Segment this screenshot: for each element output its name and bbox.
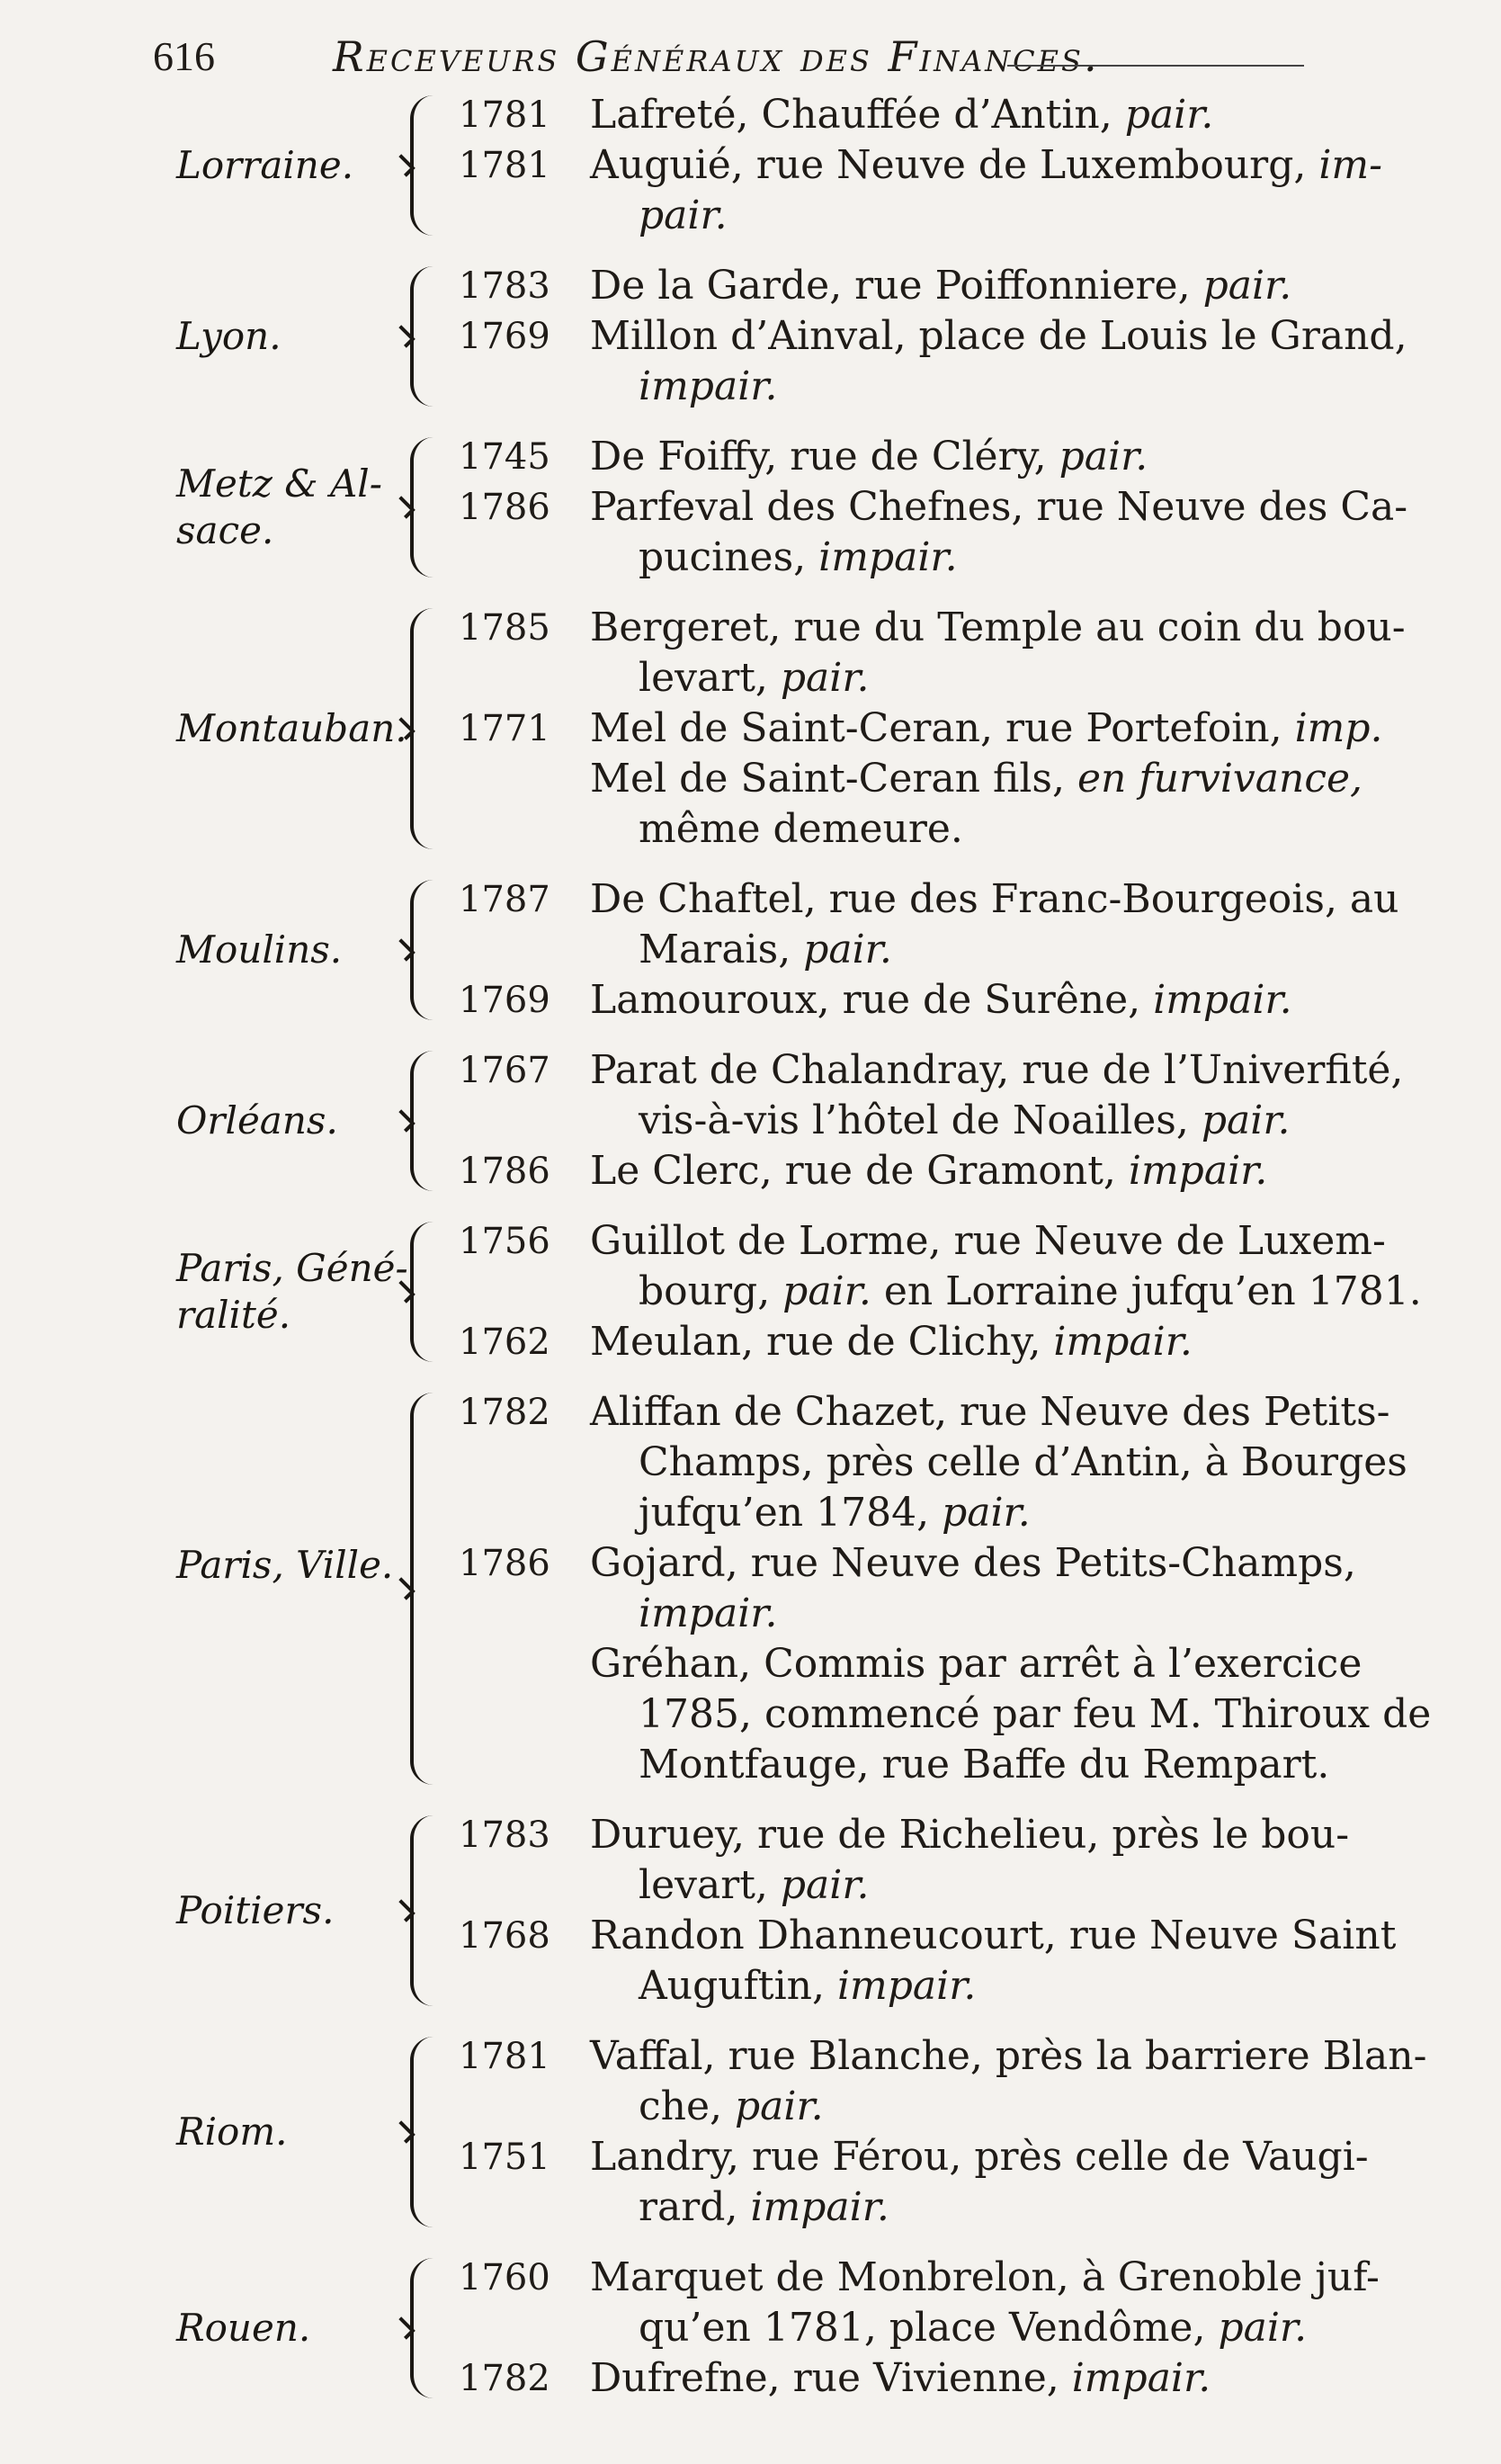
appointment-year: 1782 xyxy=(459,2358,550,2399)
receveur-line xyxy=(459,191,1466,241)
year-parity: pair. xyxy=(780,655,870,701)
receveur-lines xyxy=(459,1045,1466,1196)
generalite-entry xyxy=(0,432,1501,583)
receveur-text: Lafreté, Chauffée d’Antin, pair. xyxy=(590,92,1214,138)
receveur-text xyxy=(639,191,728,241)
generalite-name: Orléans. xyxy=(176,1098,338,1142)
receveur-text: Bergeret, rue du Temple au coin du bou- xyxy=(590,605,1406,650)
receveur-line xyxy=(459,1216,1466,1267)
receveur-line xyxy=(459,1911,1466,1961)
receveur-text: De Chaftel, rue des Franc-Bourgeois, au xyxy=(590,876,1399,922)
receveur-line xyxy=(459,2253,1466,2303)
receveur-line xyxy=(459,804,1466,855)
appointment-year: 1786 xyxy=(459,487,550,528)
receveur-line xyxy=(459,1589,1466,1639)
generalite-entry xyxy=(0,261,1501,412)
receveur-text: Marais, pair. xyxy=(639,927,892,972)
receveur-line xyxy=(459,1488,1466,1538)
receveur-text: Parfeval des Chefnes, rue Neuve des Ca- xyxy=(590,484,1408,530)
receveur-line xyxy=(459,1810,1466,1860)
year-parity: pair. xyxy=(735,2083,824,2129)
appointment-year: 1745 xyxy=(459,436,550,478)
receveur-text: De la Garde, rue Poiffonniere, pair. xyxy=(590,263,1292,309)
receveur-text: pucines, impair. xyxy=(639,534,958,580)
receveur-lines xyxy=(459,2031,1466,2233)
year-parity: pair. xyxy=(639,193,728,238)
receveur-line xyxy=(459,1689,1466,1740)
generalite-entry xyxy=(0,2031,1501,2233)
grouping-brace xyxy=(410,2037,450,2227)
generalite-entry xyxy=(0,2253,1501,2404)
appointment-year: 1769 xyxy=(459,980,550,1021)
receveur-lines xyxy=(459,432,1466,583)
receveur-line xyxy=(459,603,1466,653)
year-parity: impair. xyxy=(639,363,778,409)
receveur-line xyxy=(459,1045,1466,1096)
receveur-text: vis-à-vis l’hôtel de Noailles, pair. xyxy=(639,1098,1291,1143)
year-parity: pair. xyxy=(782,1268,871,1314)
receveur-lines xyxy=(459,90,1466,241)
page-header xyxy=(153,25,1349,88)
receveur-text: Guillot de Lorme, rue Neuve de Luxem- xyxy=(590,1218,1386,1264)
generalite-entry xyxy=(0,1045,1501,1196)
generalite-entry xyxy=(0,90,1501,241)
receveur-line xyxy=(459,482,1466,533)
appointment-year: 1786 xyxy=(459,1543,550,1584)
receveur-line xyxy=(459,1860,1466,1911)
receveur-text: Aliffan de Chazet, rue Neuve des Petits- xyxy=(590,1389,1390,1435)
generalite-name: Lyon. xyxy=(176,314,281,358)
generalite-name: Metz & Al-sace. xyxy=(176,461,382,552)
receveur-line xyxy=(459,754,1466,804)
receveur-line xyxy=(459,975,1466,1026)
generalite-name: Paris, Géné-ralité. xyxy=(176,1246,408,1337)
year-parity: pair. xyxy=(1218,2305,1308,2351)
year-parity: impair. xyxy=(1128,1148,1268,1194)
receveur-line xyxy=(459,90,1466,140)
receveur-text: Gréhan, Commis par arrêt à l’exercice xyxy=(590,1641,1363,1687)
appointment-year: 1781 xyxy=(459,2036,550,2077)
year-parity: impair. xyxy=(836,1963,977,2009)
receveur-line xyxy=(459,2031,1466,2082)
receveur-text: Montfauge, rue Baffe du Rempart. xyxy=(639,1742,1330,1788)
generalite-name: Lorraine. xyxy=(176,143,354,187)
receveur-text: Marquet de Monbrelon, à Grenoble juf- xyxy=(590,2254,1380,2300)
receveur-lines xyxy=(459,2253,1466,2404)
generalite-entry xyxy=(0,1216,1501,1367)
generalite-entry xyxy=(0,603,1501,855)
appointment-year: 1781 xyxy=(459,145,550,186)
year-parity: imp. xyxy=(1294,705,1383,751)
receveur-text: Vaffal, rue Blanche, près la barriere Blan- xyxy=(590,2033,1427,2079)
receveur-text: Meulan, rue de Clichy, impair. xyxy=(590,1319,1193,1365)
appointment-year: 1781 xyxy=(459,94,550,136)
grouping-brace xyxy=(410,95,450,236)
appointment-year: 1767 xyxy=(459,1050,550,1091)
receveur-line xyxy=(459,2182,1466,2233)
receveur-text: Auguftin, impair. xyxy=(639,1963,977,2009)
appointment-year: 1786 xyxy=(459,1151,550,1192)
year-parity: pair. xyxy=(1201,1098,1291,1143)
grouping-brace xyxy=(410,1393,450,1785)
generalite-name: Montauban. xyxy=(176,706,407,750)
receveur-text: Parat de Chalandray, rue de l’Univerfité, xyxy=(590,1047,1404,1093)
grouping-brace xyxy=(410,608,450,849)
year-parity: impair. xyxy=(1053,1319,1193,1365)
appointment-year: 1760 xyxy=(459,2257,550,2298)
receveur-text: levart, pair. xyxy=(639,655,870,701)
generalite-name: Moulins. xyxy=(176,927,343,972)
receveur-line xyxy=(459,1387,1466,1438)
year-parity: en furvivance, xyxy=(1077,756,1363,802)
receveur-line xyxy=(459,653,1466,703)
receveur-text: Landry, rue Férou, près celle de Vaugi- xyxy=(590,2134,1369,2180)
appointment-year: 1782 xyxy=(459,1392,550,1433)
receveur-text: Millon d’Ainval, place de Louis le Grand, xyxy=(590,313,1407,359)
receveur-lines xyxy=(459,874,1466,1026)
receveur-line xyxy=(459,1317,1466,1367)
receveur-line xyxy=(459,2353,1466,2404)
header-rule xyxy=(1007,65,1304,67)
year-parity: pair. xyxy=(803,927,892,972)
appointment-year: 1783 xyxy=(459,265,550,307)
generalite-name: Paris, Ville. xyxy=(176,1543,394,1587)
receveur-line xyxy=(459,1961,1466,2012)
year-parity: pair. xyxy=(780,1862,870,1908)
receveur-text: Auguié, rue Neuve de Luxembourg, im- xyxy=(590,142,1383,188)
generalite-name: Rouen. xyxy=(176,2306,311,2350)
receveur-line xyxy=(459,1096,1466,1146)
receveur-text xyxy=(639,1589,777,1639)
year-parity: pair. xyxy=(1202,263,1292,309)
receveur-lines xyxy=(459,1387,1466,1790)
receveur-line xyxy=(459,1267,1466,1317)
receveur-text: Mel de Saint-Ceran fils, en furvivance, xyxy=(590,756,1363,802)
running-title: Receveurs Généraux des Finances. xyxy=(333,32,1100,81)
generalite-name: Poitiers. xyxy=(176,1888,335,1932)
receveur-lines xyxy=(459,261,1466,412)
appointment-year: 1771 xyxy=(459,708,550,749)
grouping-brace xyxy=(410,1815,450,2006)
receveur-line xyxy=(459,140,1466,191)
receveur-text: qu’en 1781, place Vendôme, pair. xyxy=(639,2305,1308,2351)
appointment-year: 1751 xyxy=(459,2137,550,2178)
year-parity: impair. xyxy=(639,1590,778,1636)
generalite-entry xyxy=(0,1387,1501,1790)
receveur-text: Lamouroux, rue de Surêne, impair. xyxy=(590,977,1292,1023)
receveur-line xyxy=(459,311,1466,362)
appointment-year: 1762 xyxy=(459,1322,550,1363)
receveur-line xyxy=(459,1146,1466,1196)
receveur-text: bourg, pair. en Lorraine jufqu’en 1781. xyxy=(639,1268,1422,1314)
receveur-text: levart, pair. xyxy=(639,1862,870,1908)
receveur-line xyxy=(459,533,1466,583)
receveur-line xyxy=(459,261,1466,311)
receveur-text: De Foiffy, rue de Cléry, pair. xyxy=(590,434,1148,479)
receveur-text xyxy=(639,362,777,412)
entries-list xyxy=(0,90,1501,2424)
receveur-text: che, pair. xyxy=(639,2083,824,2129)
receveur-line xyxy=(459,1538,1466,1589)
appointment-year: 1787 xyxy=(459,879,550,920)
receveur-text: Le Clerc, rue de Gramont, impair. xyxy=(590,1148,1268,1194)
year-parity: pair. xyxy=(1059,434,1148,479)
receveur-line xyxy=(459,2132,1466,2182)
receveur-text: jufqu’en 1784, pair. xyxy=(639,1490,1031,1536)
appointment-year: 1783 xyxy=(459,1814,550,1856)
generalite-entry xyxy=(0,1810,1501,2012)
appointment-year: 1785 xyxy=(459,607,550,649)
receveur-line xyxy=(459,1438,1466,1488)
grouping-brace xyxy=(410,880,450,1020)
year-parity: pair. xyxy=(1124,92,1214,138)
receveur-text: 1785, commencé par feu M. Thiroux de xyxy=(639,1691,1432,1737)
generalite-entry xyxy=(0,874,1501,1026)
grouping-brace xyxy=(410,437,450,578)
receveur-lines xyxy=(459,1810,1466,2012)
year-parity: impair. xyxy=(818,534,958,580)
appointment-year: 1768 xyxy=(459,1915,550,1957)
receveur-text: Gojard, rue Neuve des Petits-Champs, xyxy=(590,1540,1356,1586)
year-parity: impair. xyxy=(1071,2355,1211,2401)
receveur-line xyxy=(459,1740,1466,1790)
receveur-line xyxy=(459,362,1466,412)
appointment-year: 1769 xyxy=(459,316,550,357)
receveur-line xyxy=(459,874,1466,925)
receveur-text: Dufrefne, rue Vivienne, impair. xyxy=(590,2355,1211,2401)
receveur-lines xyxy=(459,1216,1466,1367)
receveur-text: même demeure. xyxy=(639,806,963,852)
receveur-line xyxy=(459,925,1466,975)
grouping-brace xyxy=(410,2258,450,2398)
year-parity: impair. xyxy=(1153,977,1292,1023)
receveur-lines xyxy=(459,603,1466,855)
grouping-brace xyxy=(410,1051,450,1191)
receveur-text: Duruey, rue de Richelieu, près le bou- xyxy=(590,1812,1350,1858)
year-parity: impair. xyxy=(750,2184,889,2230)
receveur-line xyxy=(459,703,1466,754)
receveur-line xyxy=(459,432,1466,482)
page-number: 616 xyxy=(153,33,215,79)
year-parity: pair. xyxy=(942,1490,1031,1536)
grouping-brace xyxy=(410,1222,450,1362)
receveur-line xyxy=(459,2303,1466,2353)
appointment-year: 1756 xyxy=(459,1221,550,1262)
generalite-name: Riom. xyxy=(176,2110,288,2154)
receveur-text: Mel de Saint-Ceran, rue Portefoin, imp. xyxy=(590,705,1383,751)
receveur-text: rard, impair. xyxy=(639,2184,889,2230)
grouping-brace xyxy=(410,266,450,407)
receveur-line xyxy=(459,2082,1466,2132)
receveur-text: Randon Dhanneucourt, rue Neuve Saint xyxy=(590,1913,1397,1958)
receveur-text: Champs, près celle d’Antin, à Bourges xyxy=(639,1439,1407,1485)
year-parity: im- xyxy=(1318,142,1383,188)
receveur-line xyxy=(459,1639,1466,1689)
